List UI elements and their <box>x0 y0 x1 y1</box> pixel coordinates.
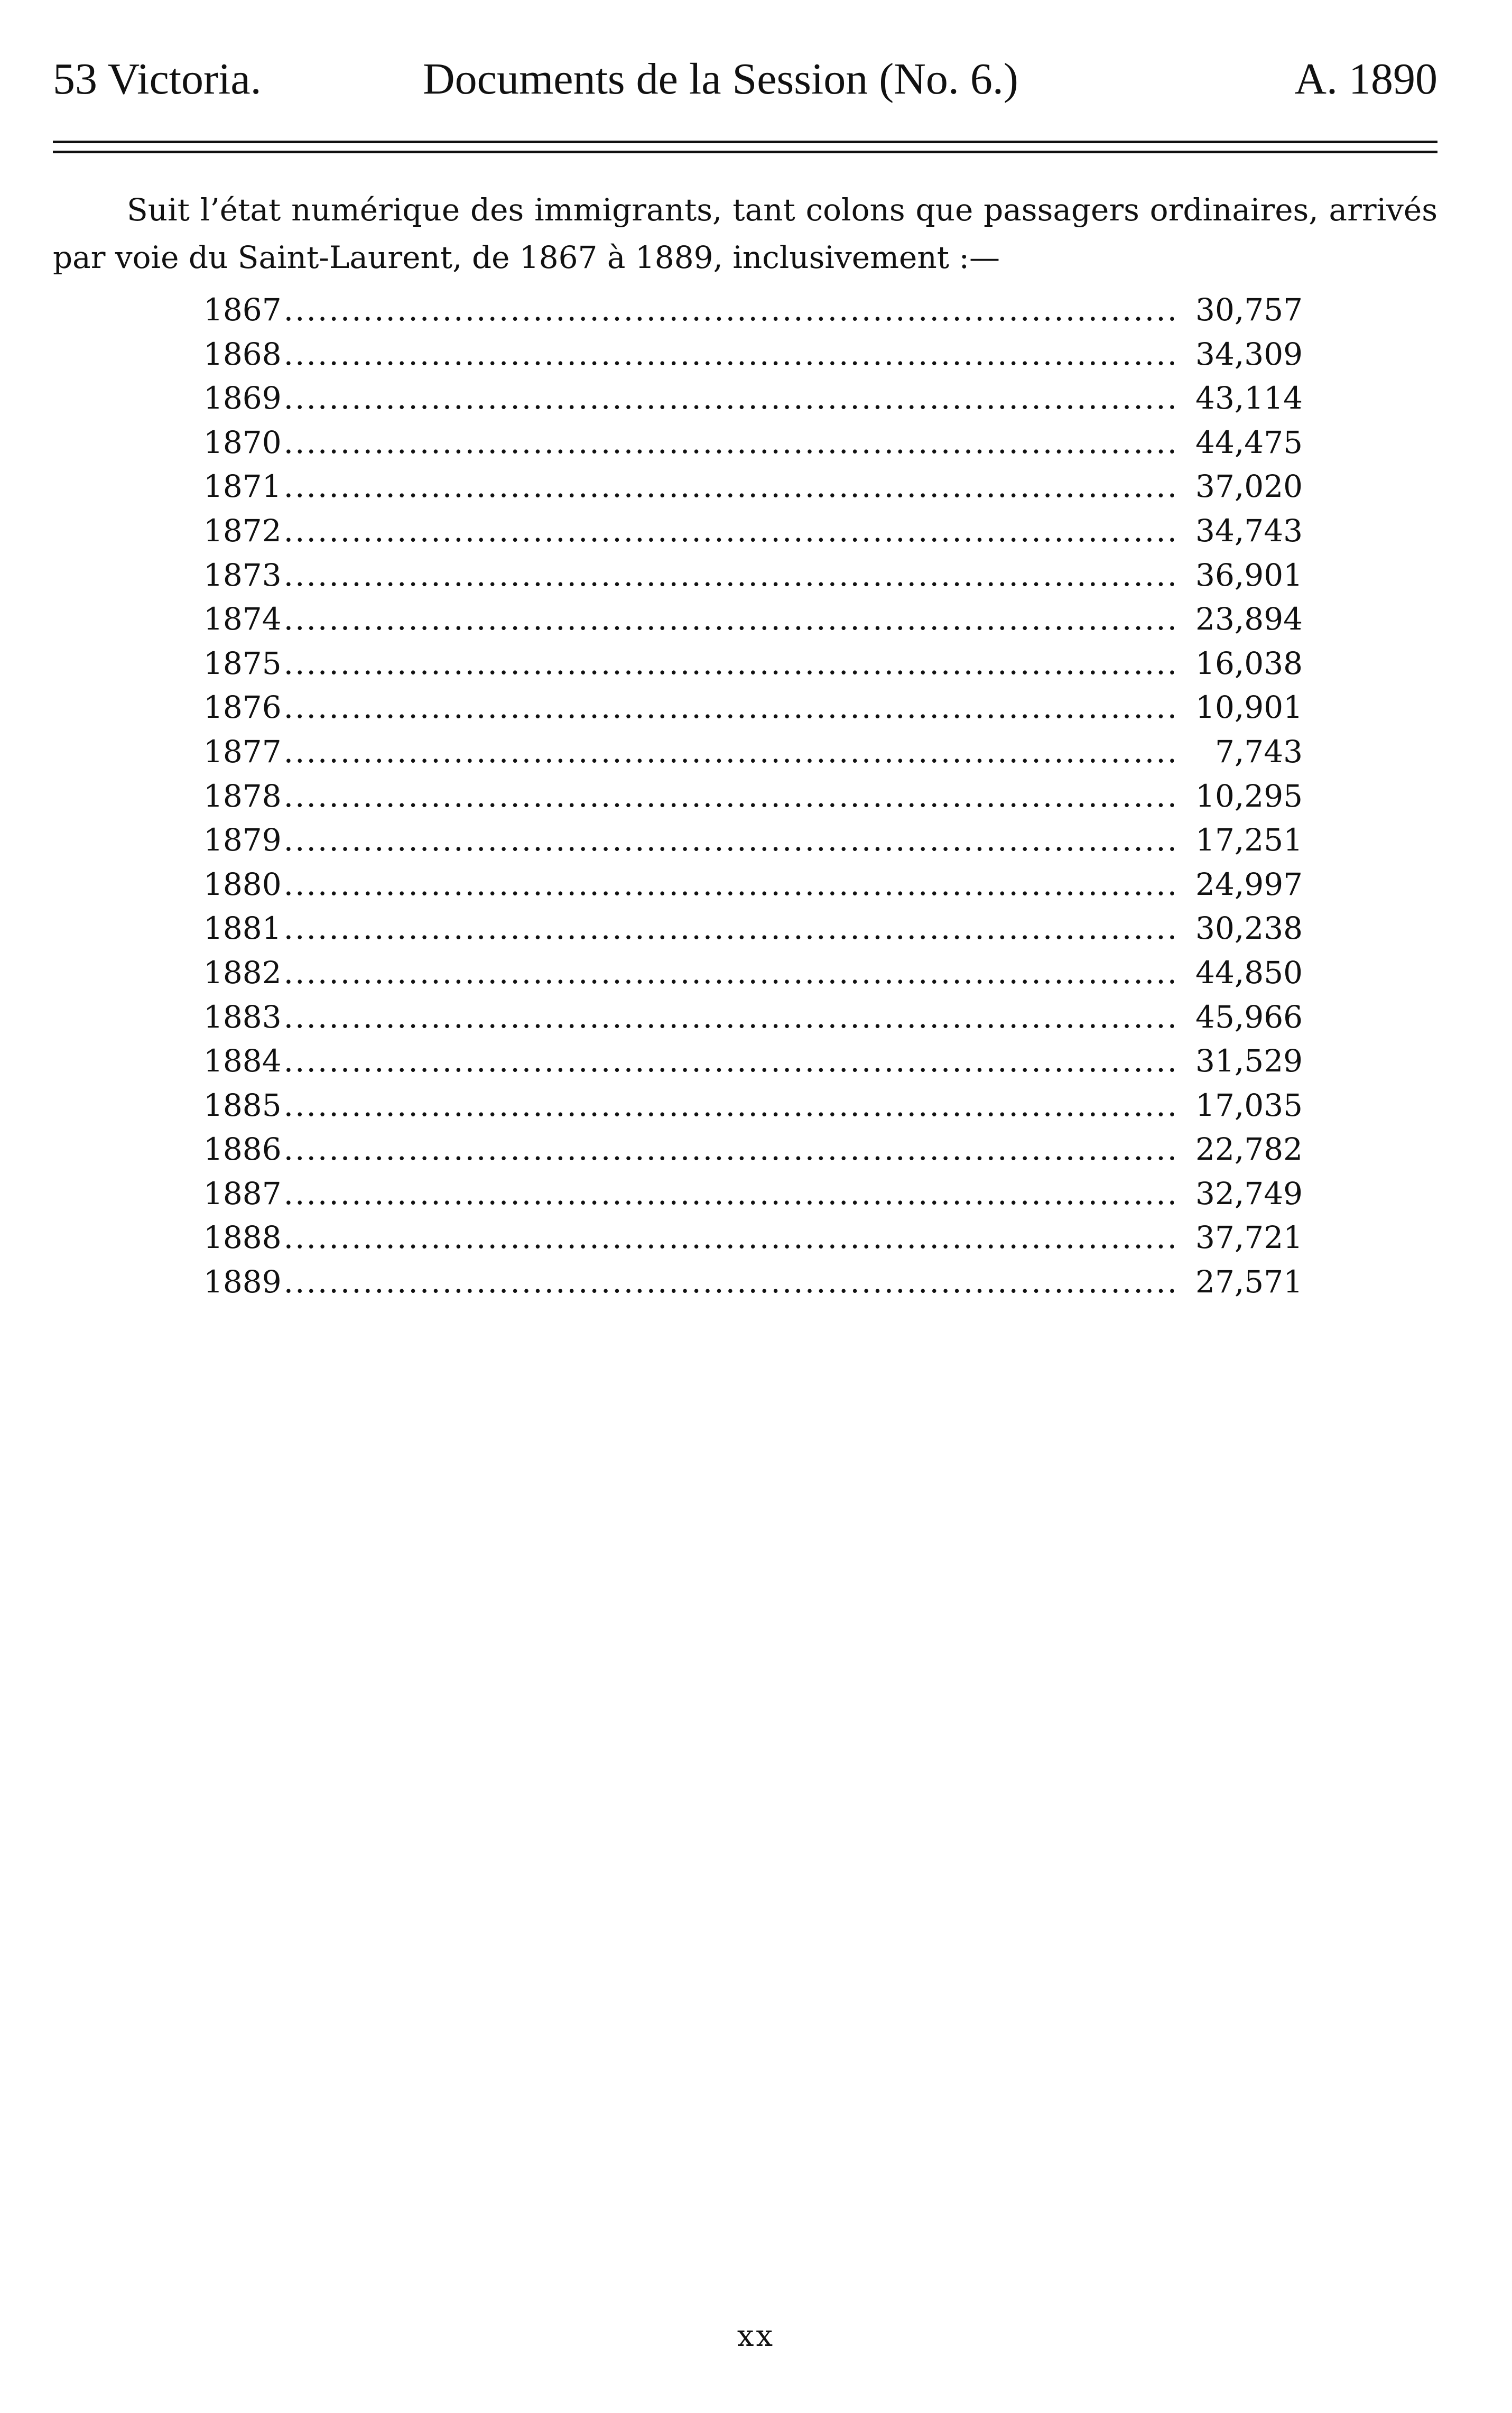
dot-leader <box>284 951 1174 995</box>
row-year: 1872 <box>203 512 282 549</box>
intro-paragraph <box>53 186 1437 281</box>
header-year: A. 1890 <box>1294 54 1437 104</box>
dot-leader <box>284 642 1174 686</box>
dot-leader <box>284 1127 1174 1172</box>
table-row <box>203 818 1303 863</box>
row-year: 1879 <box>203 822 282 858</box>
row-immigrant-count: 16,038 <box>1195 645 1303 681</box>
row-year: 1873 <box>203 557 282 593</box>
table-row <box>203 686 1303 730</box>
table-row <box>203 553 1303 598</box>
table-row <box>203 421 1303 465</box>
row-immigrant-count: 34,309 <box>1195 336 1303 372</box>
table-row <box>203 863 1303 907</box>
table-row <box>203 376 1303 421</box>
row-immigrant-count: 22,782 <box>1195 1131 1303 1168</box>
row-year: 1888 <box>203 1219 282 1256</box>
row-year: 1878 <box>203 778 282 814</box>
row-year: 1886 <box>203 1131 282 1168</box>
row-year: 1887 <box>203 1175 282 1212</box>
dot-leader <box>284 1039 1174 1084</box>
dot-leader <box>284 730 1174 774</box>
table-row <box>203 642 1303 686</box>
row-immigrant-count: 7,743 <box>1214 733 1303 770</box>
header-session-number: 53 Victoria. <box>53 54 262 104</box>
row-year: 1870 <box>203 424 282 460</box>
table-row <box>203 1260 1303 1305</box>
row-immigrant-count: 37,721 <box>1195 1219 1303 1256</box>
row-year: 1885 <box>203 1087 282 1123</box>
dot-leader <box>284 907 1174 951</box>
dot-leader <box>284 863 1174 907</box>
page-header <box>53 50 1437 108</box>
row-immigrant-count: 45,966 <box>1195 999 1303 1035</box>
row-year: 1875 <box>203 645 282 681</box>
row-immigrant-count: 43,114 <box>1195 380 1303 417</box>
row-immigrant-count: 23,894 <box>1195 601 1303 637</box>
dot-leader <box>284 686 1174 730</box>
row-year: 1877 <box>203 733 282 770</box>
row-year: 1883 <box>203 999 282 1035</box>
dot-leader <box>284 1216 1174 1260</box>
row-immigrant-count: 24,997 <box>1195 866 1303 902</box>
table-row <box>203 774 1303 819</box>
row-immigrant-count: 10,901 <box>1195 689 1303 726</box>
row-year: 1889 <box>203 1264 282 1300</box>
page-number: xx <box>737 2319 775 2353</box>
table-row <box>203 1084 1303 1128</box>
header-document-title: Documents de la Session (No. 6.) <box>423 54 1018 104</box>
row-immigrant-count: 31,529 <box>1195 1043 1303 1079</box>
table-row <box>203 1172 1303 1216</box>
dot-leader <box>284 421 1174 465</box>
table-row <box>203 951 1303 995</box>
row-immigrant-count: 30,757 <box>1195 292 1303 328</box>
table-row <box>203 730 1303 774</box>
row-year: 1876 <box>203 689 282 726</box>
table-row <box>203 597 1303 642</box>
row-year: 1871 <box>203 468 282 505</box>
table-row <box>203 509 1303 553</box>
dot-leader <box>284 995 1174 1040</box>
row-immigrant-count: 36,901 <box>1195 557 1303 593</box>
table-row <box>203 288 1303 332</box>
row-immigrant-count: 10,295 <box>1195 778 1303 814</box>
table-row <box>203 332 1303 377</box>
table-row <box>203 1039 1303 1084</box>
dot-leader <box>284 288 1174 332</box>
dot-leader <box>284 553 1174 598</box>
dot-leader <box>284 597 1174 642</box>
row-year: 1868 <box>203 336 282 372</box>
row-year: 1881 <box>203 910 282 947</box>
row-year: 1884 <box>203 1043 282 1079</box>
row-immigrant-count: 17,251 <box>1195 822 1303 858</box>
intro-text: Suit l’état numérique des immigrants, tant colons que passagers ordinaires, arrivés par voie du Saint-Laurent, de 1867 à 1889, inclusivement :— <box>53 192 1437 275</box>
row-immigrant-count: 34,743 <box>1195 512 1303 549</box>
row-year: 1874 <box>203 601 282 637</box>
row-immigrant-count: 44,475 <box>1195 424 1303 460</box>
dot-leader <box>284 376 1174 421</box>
dot-leader <box>284 1172 1174 1216</box>
table-row <box>203 1216 1303 1260</box>
row-immigrant-count: 32,749 <box>1195 1175 1303 1212</box>
row-year: 1880 <box>203 866 282 902</box>
row-immigrant-count: 37,020 <box>1195 468 1303 505</box>
row-immigrant-count: 27,571 <box>1195 1264 1303 1300</box>
row-immigrant-count: 30,238 <box>1195 910 1303 947</box>
dot-leader <box>284 465 1174 509</box>
row-year: 1869 <box>203 380 282 417</box>
table-row <box>203 995 1303 1040</box>
dot-leader <box>284 332 1174 377</box>
dot-leader <box>284 818 1174 863</box>
table-row <box>203 1127 1303 1172</box>
immigrant-table <box>203 288 1303 1305</box>
row-immigrant-count: 44,850 <box>1195 954 1303 991</box>
dot-leader <box>284 509 1174 553</box>
header-rule-bottom <box>53 151 1437 153</box>
dot-leader <box>284 1084 1174 1128</box>
table-row <box>203 907 1303 951</box>
row-immigrant-count: 17,035 <box>1195 1087 1303 1123</box>
row-year: 1867 <box>203 292 282 328</box>
dot-leader <box>284 774 1174 819</box>
table-row <box>203 465 1303 509</box>
header-rule-top <box>53 141 1437 143</box>
dot-leader <box>284 1260 1174 1305</box>
row-year: 1882 <box>203 954 282 991</box>
